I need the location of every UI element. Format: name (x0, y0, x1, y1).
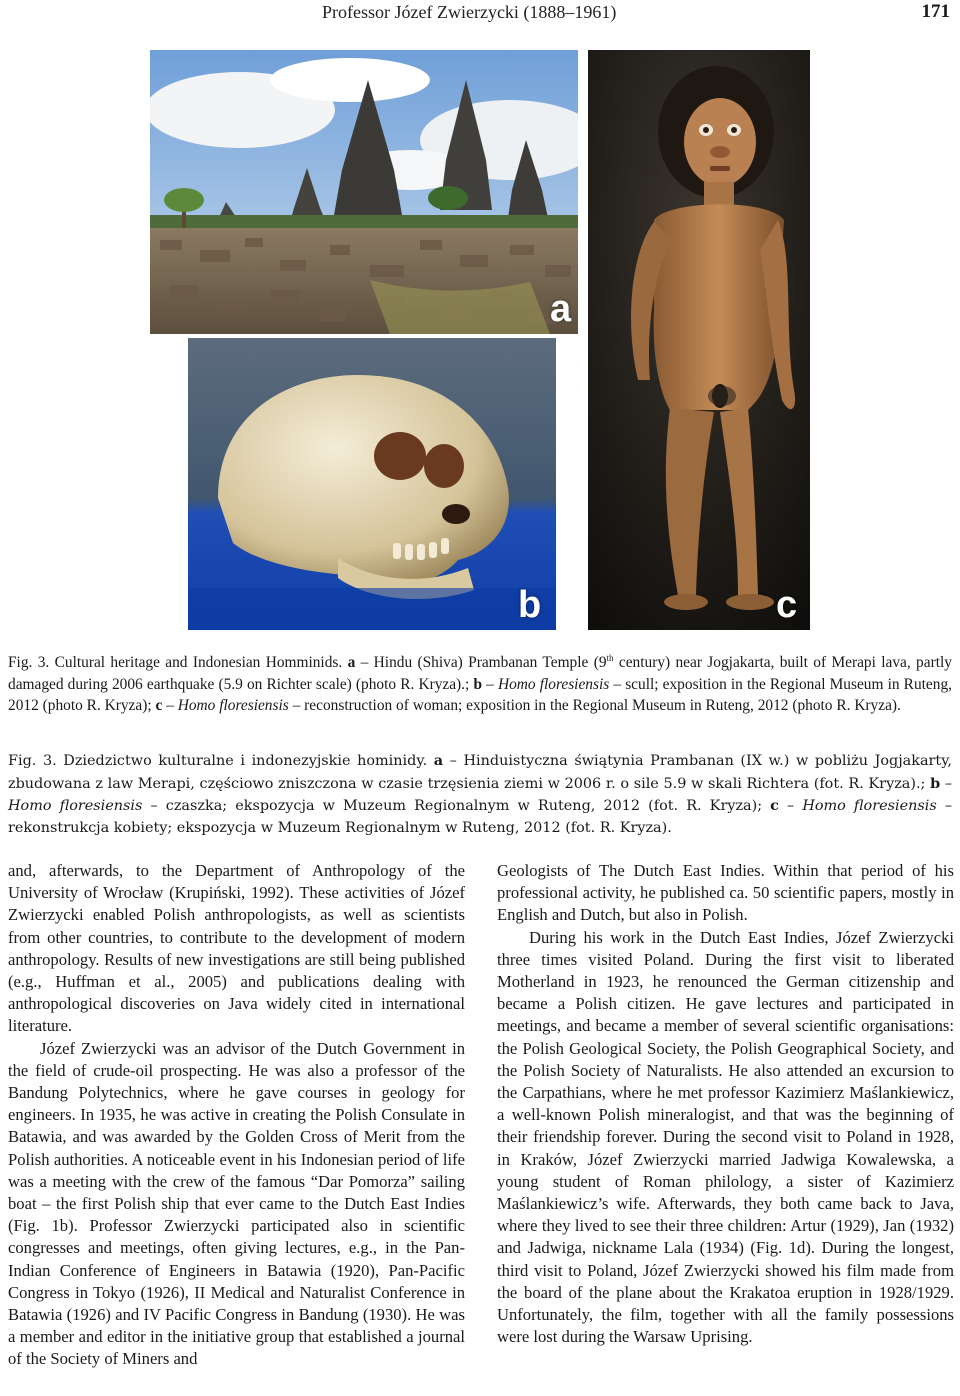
caption-text-b: – scull; exposition in the Regional Museum in Ruteng, 2012 (photo R. Kryza); (8, 675, 952, 715)
caption-key-a: a (433, 752, 444, 769)
caption-intro: Cultural heritage and Indonesian Homminids. (54, 654, 343, 672)
body-paragraph: Józef Zwierzycki was an advisor of the Dutch Government in the field of crude-oil prospecting. He was also a professor of the Bandung Polytechnics, where he gave courses in geology for engineers. In 1935, he was active in creating the Polish Consulate in Batawia, and was awarded by the Golden Cross of Merit from the Polish authorities. A noticeable event in his Indonesian period of life was a meeting with the crew of the famous “Dar Pomorza” sailing boat – the first Polish ship that ever came to the Dutch East Indies (Fig. 1b). Professor Zwierzycki participated also in scientific congresses and meetings, often giving lectures, e.g., in the Pan-Indian Conference of Engineers in Batawia (1920), Pan-Pacific Congress in Tokyo (1926), II Medical and Naturalist Conference in Batawia (1926) and IV Pacific Congress in Bandung (1930). He was a member and editor in the initiative group that established a journal of the Society of Miners and (8, 1038, 465, 1369)
caption-species-c: Homo floresiensis (177, 697, 289, 715)
panel-label-b: b (518, 584, 542, 626)
caption-dash-c: – (166, 697, 174, 715)
body-paragraph: Geologists of The Dutch East Indies. Within that period of his professional activity, he published ca. 50 scientific papers, mostly in English and Dutch, but also in Polish. (497, 861, 954, 925)
body-column-right (497, 860, 954, 1348)
caption-species-b: Homo floresiensis (497, 675, 610, 693)
caption-label: Fig. 3. (8, 654, 50, 672)
running-head (0, 0, 960, 26)
caption-text-a-1: – Hindu (Shiva) Prambanan Temple (9 (360, 654, 607, 672)
skull-photo (188, 338, 556, 630)
caption-intro: Dziedzictwo kulturalne i indonezyjskie hominidy. (63, 753, 428, 769)
hominid-reconstruction-photo (588, 50, 810, 630)
panel-label-a: a (550, 288, 572, 330)
panel-label-c: c (776, 584, 798, 626)
figure-panel-b (188, 338, 556, 630)
page-number: 171 (921, 1, 950, 22)
temple-ruins-photo (150, 50, 578, 334)
figure-caption-pl (8, 750, 952, 839)
caption-text-c: – rekonstrukcja kobiety; ekspozycja w Muzeum Regionalnym w Ruteng, 2012 (fot. R. Kryza). (8, 798, 953, 836)
figure-caption-en (8, 648, 952, 717)
caption-key-b: b (930, 774, 941, 792)
running-title: Professor Józef Zwierzycki (1888–1961) (322, 2, 617, 22)
body-column-left (8, 860, 465, 1371)
caption-dash-b: – (486, 675, 494, 693)
body-paragraph: and, afterwards, to the Department of Anthropology of the University of Wrocław (Krupiński, 1992). These activities of Józef Zwierzycki enabled Polish anthropologists, as well as scientists from other countries, to contribute to the development of modern anthropology. Results of new investigations are still being published (e.g., Huffman et al., 2005) and publications dealing with anthropological discoveries on Java widely cited in international literature. (8, 861, 465, 1036)
caption-species-b: Homo floresiensis (8, 798, 143, 814)
caption-dash-b: – (944, 775, 953, 792)
caption-text-a-2: century) near Jogjakarta, built of Merapi lava, partly damaged during 2006 earthquake (5.9 on Richter scale) (photo R. Kryza).; (8, 654, 952, 693)
figure-panel-c (588, 50, 810, 630)
caption-text-c: – reconstruction of woman; exposition in the Regional Museum in Ruteng, 2012 (photo R. Kryza). (292, 697, 901, 715)
caption-key-c: c (770, 797, 779, 814)
caption-key-b: b (473, 675, 482, 693)
body-paragraph: During his work in the Dutch East Indies, Józef Zwierzycki three times visited Poland. During the first visit to liberated Motherland in 1923, he renounced the German citizenship and became a Polish citizen. He gave lectures and participated in meetings, and became a member of several scientific organisations: the Polish Geological Society, the Polish Geographical Society, and the Polish Society of Naturalists. He also attended an excursion to the Carpathians, where he met professor Kazimierz Maślankiewicz, a well-known Polish mineralogist, and that was the beginning of their friendship forever. During the second visit to Poland in 1928, in Kraków, Józef Zwierzycki married Jadwiga Kowalewska, a young student of Roman philology, a sister of Kazimierz Maślankiewicz’s wife. Afterwards, they both came back to Java, where they lived to see their three children: Artur (1929), Jan (1932) and Jadwiga, nickname Lala (1934) (Fig. 1d). During the longest, third visit to Poland, Józef Zwierzycki showed his film made from the board of the plane about the Krakatoa eruption in 1928/1929. Unfortunately, the film, together with all the family possessions were lost during the Warsaw Uprising. (497, 927, 954, 1347)
caption-dash-c: – (787, 798, 795, 814)
caption-label: Fig. 3. (8, 753, 57, 769)
caption-key-a: a (347, 654, 356, 672)
caption-superscript: th (606, 653, 614, 663)
caption-species-c: Homo floresiensis (802, 798, 937, 814)
caption-key-c: c (155, 697, 163, 715)
caption-text-a: – Hinduistyczna świątynia Prambanan (IX w.) w pobliżu Jogjakarty, zbudowana z law Merapi, częściowo zniszczona w czasie trzęsienia ziemi w 2006 r. o sile 5.9 w skali Richtera (fot. R. Kryza).; (8, 753, 953, 792)
caption-text-b: – czaszka; ekspozycja w Muzeum Regionalnym w Ruteng, 2012 (fot. R. Kryza); (150, 798, 763, 814)
figure-panel-a (150, 50, 578, 334)
